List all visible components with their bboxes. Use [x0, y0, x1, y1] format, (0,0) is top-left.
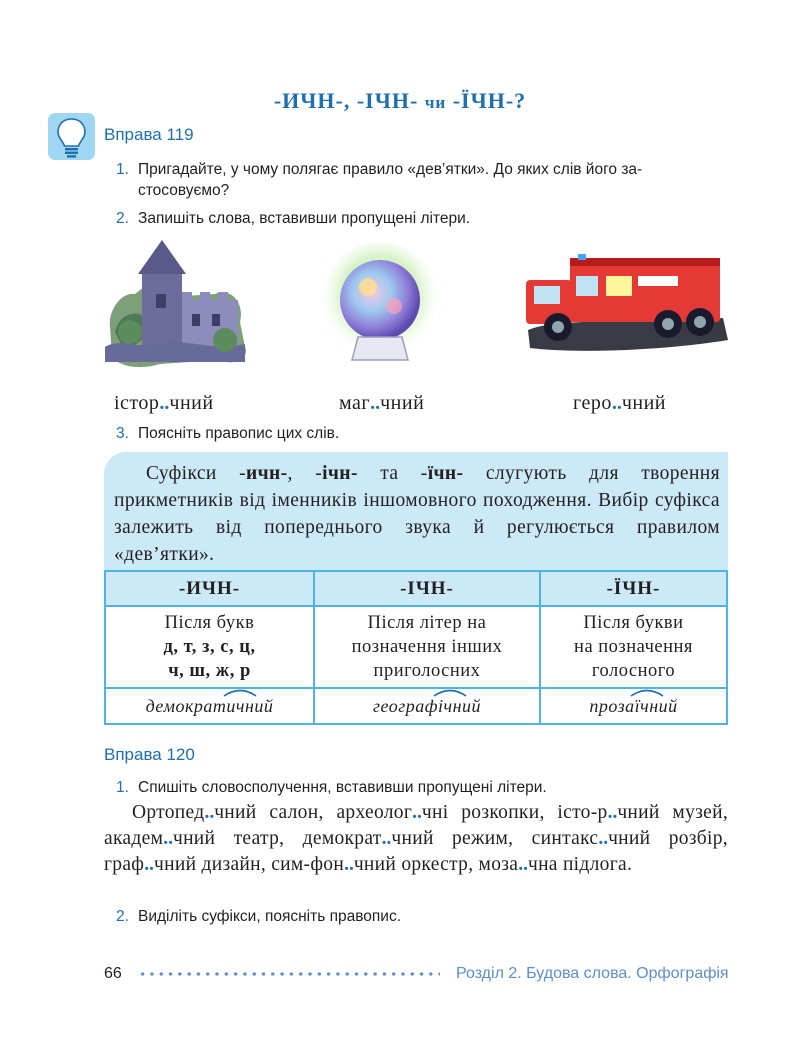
fire-truck-illustration — [518, 232, 733, 362]
task-number: 1. — [116, 161, 129, 178]
cell-line: позначення інших — [351, 637, 503, 657]
text-part: чний салон, археолог — [214, 802, 413, 823]
missing-letter-dots: .. — [204, 802, 215, 823]
table-row — [105, 688, 727, 724]
text-part: Ортопед — [132, 802, 205, 823]
missing-letter-dots: .. — [163, 828, 173, 849]
example-ending: ий — [658, 695, 678, 716]
missing-letter-dots: .. — [344, 854, 354, 875]
table-header: -ІЧН- — [314, 571, 540, 606]
example-suffix: їчн — [634, 695, 659, 716]
word-1 — [114, 392, 214, 415]
rule-suffix: ічн- — [322, 463, 358, 484]
page-title — [0, 88, 800, 114]
example-cell — [540, 688, 727, 724]
suffix-arc — [226, 696, 254, 717]
task-number: 3. — [116, 425, 129, 442]
page-number: 66 — [104, 965, 122, 982]
lightbulb-icon — [48, 113, 95, 160]
missing-letter-dots: .. — [412, 802, 422, 823]
task-text: Пригадайте, у чому полягає правило «дев’ятки». До яких слів його за- — [138, 161, 643, 178]
missing-letter-dots: .. — [518, 854, 528, 875]
example-ending: ий — [462, 695, 482, 716]
cell-line: д, т, з, с, ц, — [163, 637, 256, 657]
task-text: Виділіть суфікси, поясніть правопис. — [138, 908, 402, 925]
suffix-arc — [438, 696, 462, 717]
rule-part: та - — [357, 463, 428, 484]
title-part1: -ИЧН-, -ІЧН- — [273, 88, 419, 113]
task-number: 2. — [116, 908, 129, 925]
cell-line: голосного — [591, 661, 676, 681]
text-part: чна підлога. — [527, 854, 633, 875]
footer-section-title: Розділ 2. Будова слова. Орфографія — [456, 965, 729, 982]
example-suffix: ичн — [226, 695, 255, 716]
example-stem: географ — [372, 695, 439, 716]
suffix-table — [104, 570, 728, 725]
missing-letter-dots: .. — [370, 392, 381, 414]
rule-part: , - — [287, 463, 323, 484]
word-3 — [573, 392, 666, 415]
missing-letter-dots: .. — [607, 802, 618, 823]
task-119-3 — [116, 423, 339, 444]
word-part: чний — [621, 392, 666, 414]
table-header: -ЇЧН- — [540, 571, 727, 606]
table-row — [105, 606, 727, 688]
task-text: Поясніть правопис цих слів. — [138, 425, 340, 442]
task-number: 1. — [116, 779, 129, 796]
task-number: 2. — [116, 210, 129, 227]
word-2 — [339, 392, 424, 415]
task-text: Запишіть слова, вставивши пропущені літери. — [138, 210, 471, 227]
task-120-1 — [116, 777, 547, 798]
word-part: чний — [380, 392, 425, 414]
text-part: чний дизайн, сим-фон — [154, 854, 345, 875]
title-part2: -ЇЧН-? — [452, 88, 527, 113]
table-header: -ИЧН- — [105, 571, 314, 606]
example-cell — [314, 688, 540, 724]
missing-letter-dots: .. — [159, 392, 170, 414]
title-conj: чи — [424, 93, 447, 112]
cell-line: Після букв — [164, 613, 255, 633]
exercise-119-label: Вправа 119 — [104, 125, 194, 144]
cell-line: ч, ш, ж, р — [168, 661, 251, 681]
word-part: істор — [114, 392, 160, 414]
footer-dotted-line — [138, 966, 440, 982]
castle-illustration — [100, 232, 250, 377]
rule-suffix: ичн- — [245, 463, 288, 484]
task-text: Спишіть словосполучення, вставивши пропущені літери. — [138, 779, 547, 796]
word-part: чний — [169, 392, 214, 414]
exercise-120-text — [104, 800, 728, 878]
rule-part: Суфікси - — [146, 463, 246, 484]
table-cell — [540, 606, 727, 688]
cell-line: Після літер на — [367, 613, 487, 633]
cell-line: Після букви — [583, 613, 684, 633]
cell-line: приголосних — [373, 661, 481, 681]
text-part: чний оркестр, моза — [353, 854, 519, 875]
example-stem: проза — [589, 695, 635, 716]
word-part: геро — [573, 392, 612, 414]
missing-letter-dots: .. — [598, 828, 609, 849]
task-text-cont: стосовуємо? — [138, 182, 230, 199]
cell-line: на позначення — [574, 637, 693, 657]
rule-part: слугують для творення прикметників від іменників іншомовного походження. Вибір суфікса залежить від попереднього звука й регулюється правилом «дев’ятки». — [114, 463, 720, 565]
missing-letter-dots: .. — [611, 392, 622, 414]
example-stem: демократ — [145, 695, 227, 716]
table-cell — [105, 606, 314, 688]
text-part: чний театр, демократ — [172, 828, 382, 849]
example-ending: ий — [254, 695, 274, 716]
text-part: чний режим, синтакс — [391, 828, 599, 849]
example-cell — [105, 688, 314, 724]
text-part: чний музей, академ — [104, 802, 728, 849]
example-suffix: ічн — [438, 695, 463, 716]
suffix-arc — [635, 696, 659, 717]
table-header-row — [105, 571, 727, 606]
rule-suffix: їчн- — [427, 463, 464, 484]
missing-letter-dots: .. — [381, 828, 392, 849]
table-cell — [314, 606, 540, 688]
task-119-2 — [116, 208, 470, 229]
word-part: маг — [339, 392, 371, 414]
task-119-1 — [116, 159, 736, 201]
task-120-2 — [116, 906, 401, 927]
crystal-ball-illustration — [318, 242, 443, 377]
rule-text — [114, 460, 720, 568]
exercise-120-label: Вправа 120 — [104, 745, 195, 764]
text-part: чні розкопки, істо-р — [421, 802, 608, 823]
missing-letter-dots: .. — [144, 854, 154, 875]
text-part: чний розбір, граф — [104, 828, 728, 875]
